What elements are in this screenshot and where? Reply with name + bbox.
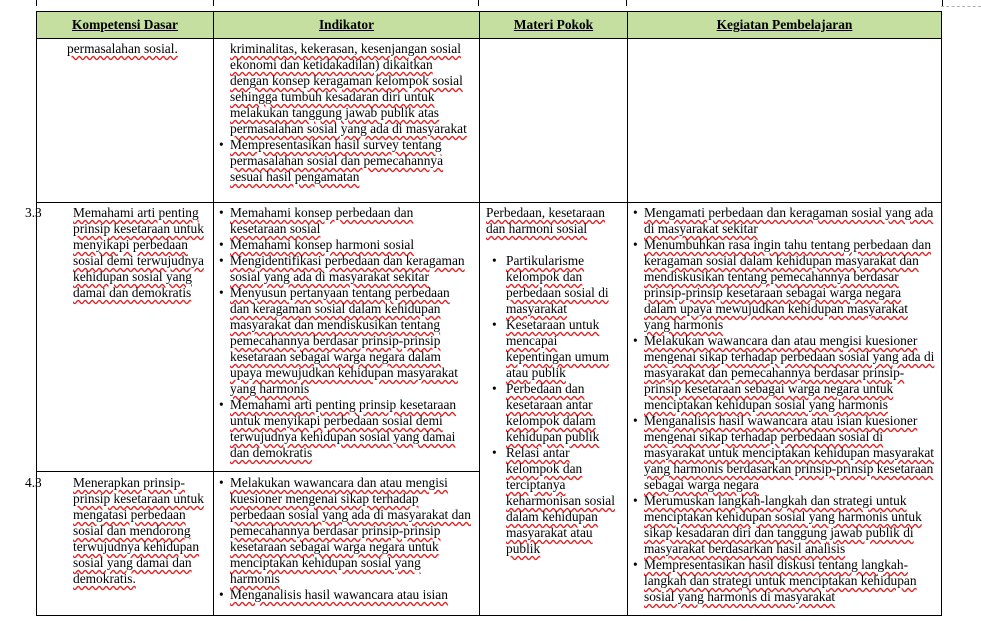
kd-4-3-number: 4.3: [25, 475, 42, 490]
indikator-3-3-list: [214, 203, 479, 461]
kegiatan-continuation-cell: [628, 39, 942, 203]
indikator-presentasi-item: • Mempresentasikan hasil survey tentang permasalahan sosial dan pemecahannya sesuai hasil pengamatan: [214, 137, 471, 185]
syllabus-table: [25, 11, 942, 616]
kegiatan-item: • Menganalisis hasil wawancara atau isian kuesioner mengenai sikap terhadap perbedaan sosial di masyarakat untuk menciptakan kehidupan masyarakat yang harmonis berdasarkan prinsip-prinsip kesetaraan sebagai warga negara: [628, 413, 935, 493]
indikator-continuation-text: kriminalitas, kekerasan, kesenjangan sosial ekonomi dan ketidakadilan) dikaitkan dengan konsep keragaman kelompok sosial sehingga tumbuh kesadaran diri untuk melakukan tanggung jawab publik atas permasalahan sosial yang ada di masyarakat: [230, 41, 467, 136]
kd-3-3-number: 3.3: [25, 205, 42, 220]
indikator-4-3-list: [214, 475, 480, 603]
indikator-continuation-cell: [214, 39, 480, 203]
kegiatan-item: • Menumbuhkan rasa ingin tahu tentang perbedaan dan keragaman sosial dalam kehidupan masyarakat dan mendiskusikan tentang pemecahannya berdasar prinsip-prinsip kesetaraan sebagai warga negara dalam upaya mewujudkan kehidupan masyarakat yang harmonis: [628, 237, 935, 333]
kd-3-3-row: [37, 203, 942, 616]
kegiatan-item: • Mengamati perbedaan dan keragaman sosial yang ada di masyarakat sekitar: [628, 205, 935, 237]
kegiatan-cell: [628, 203, 942, 616]
indikator-item: • Menganalisis hasil wawancara atau isian: [214, 587, 472, 603]
previous-table-edge: [36, 0, 943, 6]
header-row: [37, 12, 942, 39]
materi-item: • Relasi antar kelompok dan terciptanya keharmonisan sosial dalam kehidupan masyarakat atau publik: [480, 445, 621, 557]
kd-continuation-text: permasalahan sosial.: [67, 41, 178, 56]
kd-cell: [25, 203, 214, 616]
header-indikator: Indikator: [214, 12, 480, 39]
kegiatan-item: • Melakukan wawancara dan atau mengisi kuesioner mengenai sikap terhadap perbedaan sosial yang ada di masyarakat dan pemecahannya berdasar prinsip-prinsip kesetaraan sebagai warga negara untuk menciptakan kehidupan sosial yang harmonis: [628, 333, 935, 413]
kd-3-3-text: Memahami arti penting prinsip kesetaraan untuk menyikapi perbedaan sosial demi terwujudnya kehidupan sosial yang damai dan demokratis: [73, 205, 204, 300]
indikator-item: • Mengidentifikasi perbedaan dan keragaman sosial yang ada di masyarakat sekitar: [214, 253, 471, 285]
kd-3-3: [25, 203, 213, 301]
kegiatan-item: • Mempresentasikan hasil diskusi tentang langkah-langkah dan strategi untuk menciptakan kehidupan sosial yang harmonis di masyarakat: [628, 557, 935, 605]
materi-cell: [480, 203, 628, 616]
header-kegiatan-pembelajaran: Kegiatan Pembelajaran: [628, 12, 942, 39]
kegiatan-item: • Merumuskan langkah-langkah dan strategi untuk menciptakan kehidupan sosial yang harmonis untuk sikap kesadaran diri dan tanggung jawab publik di masyarakat berdasarkan hasil analisis: [628, 493, 935, 557]
indikator-item: • Memahami konsep perbedaan dan kesetaraan sosial: [214, 205, 471, 237]
materi-title: Perbedaan, kesetaraan dan harmoni sosial: [486, 205, 605, 236]
page-margin-rule: [941, 6, 981, 7]
indikator-item: • Memahami arti penting prinsip kesetaraan untuk menyikapi perbedaan sosial demi terwujudnya kehidupan sosial yang damai dan demokratis: [214, 397, 471, 461]
materi-item: • Perbedaan dan kesetaraan antar kelompok dalam kehidupan publik: [480, 381, 621, 445]
indikator-cell: [214, 203, 480, 616]
materi-continuation-cell: [480, 39, 628, 203]
indikator-split-line: [213, 471, 480, 472]
kd-4-3-text: Menerapkan prinsip-prinsip kesetaraan untuk mengatasi perbedaan sosial dan mendorong terwujudnya kehidupan sosial yang damai dan demokratis.: [73, 475, 204, 586]
header-materi-pokok: Materi Pokok: [480, 12, 628, 39]
kd-continuation-cell: [37, 39, 214, 203]
indikator-item: • Memahami konsep harmoni sosial: [214, 237, 471, 253]
syllabus-table-wrapper: [25, 11, 941, 614]
materi-list: [480, 237, 627, 557]
continuation-row: [37, 39, 942, 203]
indikator-item: • Menyusun pertanyaan tentang perbedaan dan keragaman sosial dalam kehidupan masyarakat dan mendiskusikan tentang pemecahannya berdasar prinsip-prinsip kesetaraan sebagai warga negara dalam upaya mewujudkan kehidupan masyarakat yang harmonis: [214, 285, 471, 397]
kd-4-3: [25, 475, 213, 587]
header-kompetensi-dasar: Kompetensi Dasar: [37, 12, 214, 39]
materi-item: • Kesetaraan untuk mencapai kepentingan umum atau publik: [480, 317, 621, 381]
indikator-item: • Melakukan wawancara dan atau mengisi kuesioner mengenai sikap terhadap perbedaan sosial yang ada di masyarakat dan pemecahannya berdasar prinsip-prinsip kesetaraan sebagai warga negara untuk menciptakan kehidupan sosial yang harmonis: [214, 475, 472, 587]
kegiatan-list: [628, 203, 941, 605]
kd-split-line: [36, 471, 213, 472]
materi-item: • Partikularisme kelompok dan perbedaan sosial di masyarakat: [480, 253, 621, 317]
